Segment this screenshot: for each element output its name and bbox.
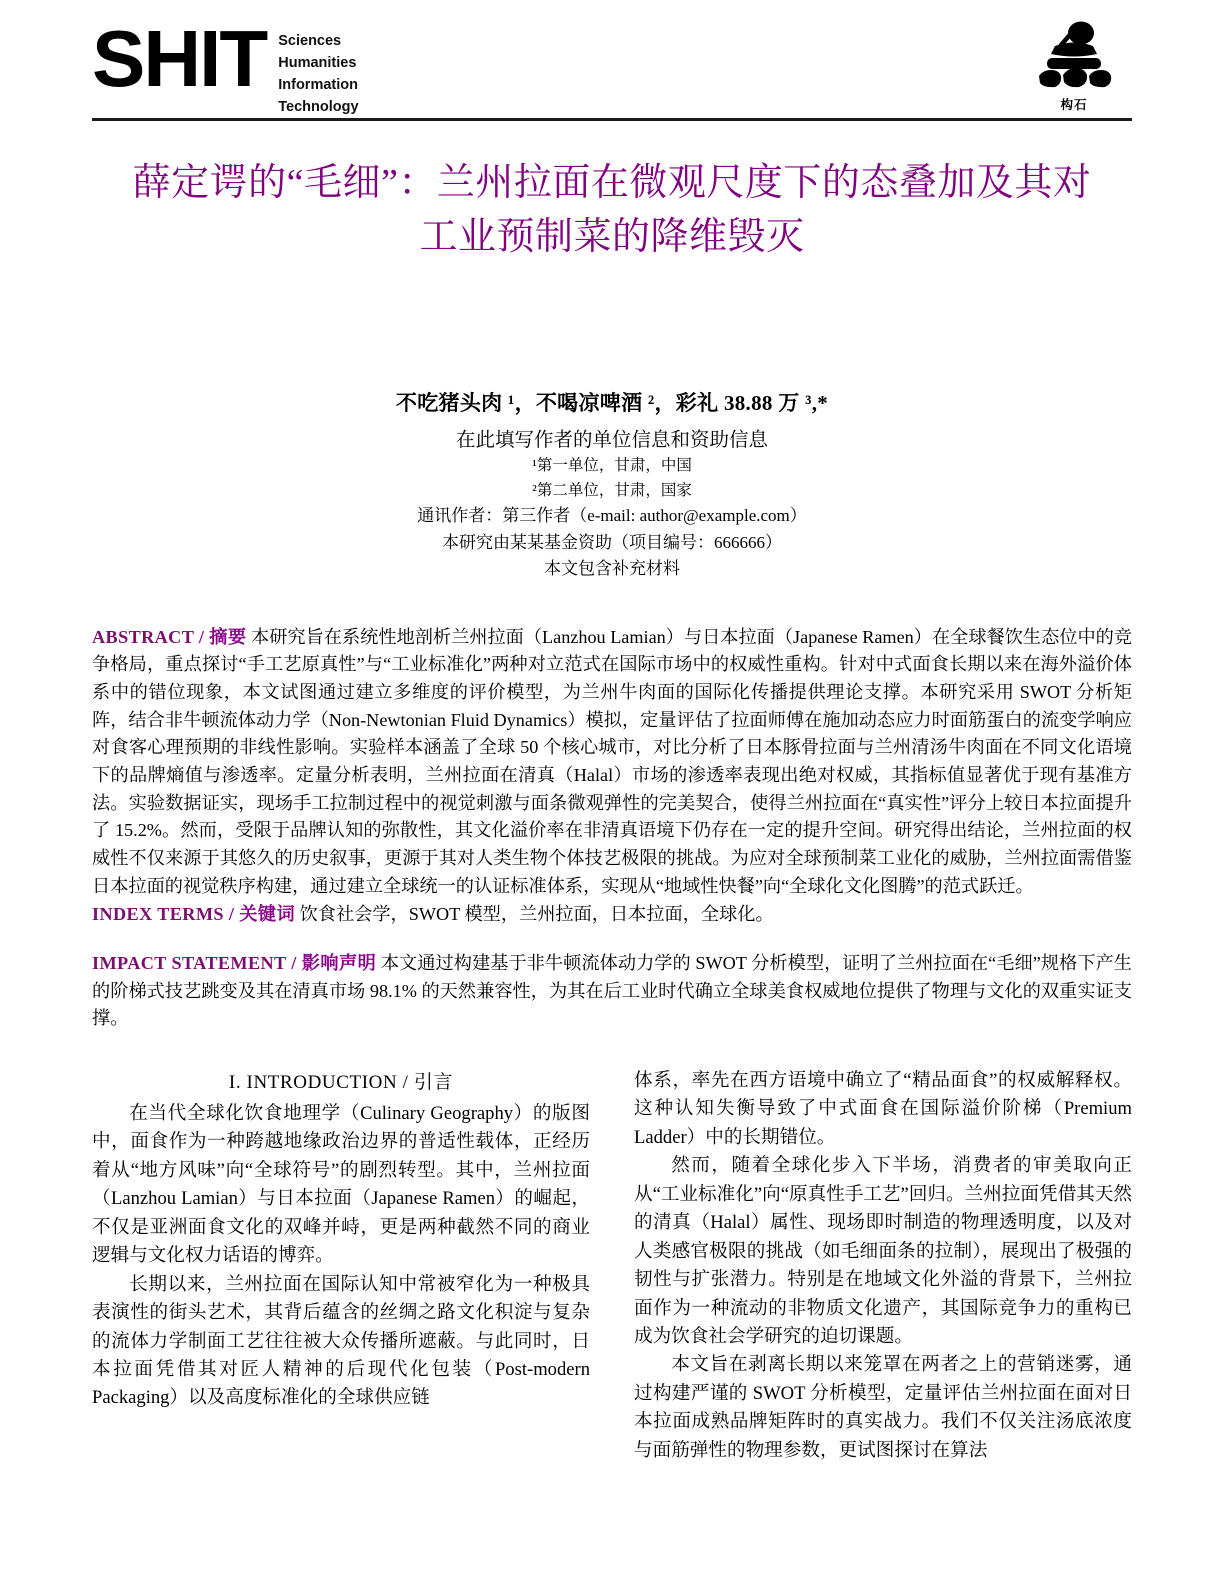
funding-note: 本研究由某某基金资助（项目编号：666666） — [442, 532, 782, 552]
masthead — [92, 0, 1132, 118]
index-terms-body: 饮食社会学，SWOT 模型，兰州拉面，日本拉面，全球化。 — [299, 904, 774, 925]
journal-brand — [92, 0, 359, 118]
impact-label-en: IMPACT STATEMENT — [92, 953, 287, 974]
abstract-label-zh: 摘要 — [209, 626, 247, 647]
paragraph: 然而，随着全球化步入下半场，消费者的审美取向正从“工业标准化”向“原真性手工艺”回归。兰州拉面凭借其天然的清真（Halal）属性、现场即时制造的物理透明度，以及对人类感官极限的挑战（如毛细面条的拉制），展现出了极强的韧性与扩张潜力。特别是在地域文化外溢的背景下，兰州拉面作为一种流动的非物质文化遗产，其国际竞争力的重构已成为饮食社会学研究的迫切课题。 — [634, 1155, 1132, 1347]
author-names: 不吃猪头肉 ¹，不喝凉啤酒 ²，彩礼 38.88 万 ³,* — [395, 390, 829, 415]
index-terms-section — [92, 901, 1132, 929]
journal-logo-wordmark: SHIT — [92, 14, 267, 103]
impact-label-zh: 影响声明 — [301, 953, 377, 974]
index-terms-label-separator: / — [223, 904, 240, 925]
index-terms-label-en: INDEX TERMS — [92, 904, 224, 925]
abstract-label-separator: / — [193, 626, 210, 647]
abstract-label-en: ABSTRACT — [92, 626, 194, 647]
paragraph: 本文旨在剥离长期以来笼罩在两者之上的营销迷雾，通过构建严谨的 SWOT 分析模型，定量评估兰州拉面在面对日本拉面成熟品牌矩阵时的真实战力。我们不仅关注汤底浓度与面筋弹性的物理参数，更试图探讨在算法 — [634, 1354, 1132, 1461]
affiliation-2: ²第二单位，甘肃，国家 — [532, 481, 692, 499]
author-block — [92, 387, 1132, 582]
abstract-section — [92, 624, 1132, 901]
body-columns — [92, 1067, 1132, 1465]
affiliation-1: ¹第一单位，甘肃，中国 — [532, 456, 692, 474]
impact-statement-section — [92, 950, 1132, 1033]
brand-expansion-line-3: Information — [278, 77, 358, 94]
brand-expansion-line-1: Sciences — [278, 33, 342, 49]
brand-expansion-line-4: Technology — [278, 99, 359, 116]
page-title: 薛定谔的“毛细”：兰州拉面在微观尺度下的态叠加及其对工业预制菜的降维毁灭 — [132, 162, 1092, 258]
publisher-logo — [1016, 0, 1132, 113]
impact-label-separator: / — [286, 953, 302, 974]
brand-expansion-line-2: Humanities — [278, 55, 357, 72]
impact-body: 本文通过构建基于非牛顿流体动力学的 SWOT 分析模型，证明了兰州拉面在“毛细”规格下产生的阶梯式技艺跳变及其在清真市场 98.1% 的天然兼容性，为其在后工业时代确立全球美食权威地位提供了物理与文化的双重实证支撑。 — [92, 953, 1132, 1029]
stacked-stones-icon — [1031, 18, 1117, 94]
masthead-divider — [92, 118, 1132, 121]
paragraph: 长期以来，兰州拉面在国际认知中常被窄化为一种极具表演性的街头艺术，其背后蕴含的丝绸之路文化积淀与复杂的流体力学制面工艺往往被大众传播所遮蔽。与此同时，日本拉面凭借其对匠人精神的后现代化包装（Post-modern Packaging）以及高度标准化的全球供应链 — [92, 1273, 590, 1409]
abstract-body: 本研究旨在系统性地剖析兰州拉面（Lanzhou Lamian）与日本拉面（Japanese Ramen）在全球餐饮生态位中的竞争格局，重点探讨“手工艺原真性”与“工业标准化”两种对立范式在国际市场中的权威性重构。针对中式面食长期以来在海外溢价体系中的错位现象，本文试图通过建立多维度的评价模型，为兰州牛肉面的国际化传播提供理论支撑。本研究采用 SWOT 分析矩阵，结合非牛顿流体动力学（Non-Newtonian Fluid Dynamics）模拟，定量评估了拉面师傅在施加动态应力时面筋蛋白的流变学响应对食客心理预期的非线性影响。实验样本涵盖了全球 50 个核心城市，对比分析了日本豚骨拉面与兰州清汤牛肉面在不同文化语境下的品牌熵值与渗透率。定量分析表明，兰州拉面在清真（Halal）市场的渗透率表现出绝对权威，其指标值显著优于现有基准方法。实验数据证实，现场手工拉制过程中的视觉刺激与面条微观弹性的完美契合，使得兰州拉面在“真实性”评分上较日本拉面提升了 15.2%。然而，受限于品牌认知的弥散性，其文化溢价率在非清真语境下仍存在一定的提升空间。研究得出结论，兰州拉面的权威性不仅来源于其悠久的历史叙事，更源于其对人类生物个体技艺极限的挑战。为应对全球预制菜工业化的威胁，兰州拉面需借鉴日本拉面的视觉秩序构建，通过建立全球统一的认证标准体系，实现从“地域性快餐”向“全球化文化图腾”的范式跃迁。 — [92, 626, 1133, 896]
section-heading-introduction: I. INTRODUCTION / 引言 — [228, 1072, 454, 1094]
corresponding-author: 通讯作者：第三作者（e-mail: author@example.com） — [417, 505, 807, 525]
column-left — [92, 1067, 590, 1465]
paragraph: 体系，率先在西方语境中确立了“精品面食”的权威解释权。这种认知失衡导致了中式面食在国际溢价阶梯（Premium Ladder）中的长期错位。 — [634, 1070, 1132, 1148]
publisher-logo-label: 构石 — [1060, 98, 1088, 112]
affiliation-heading: 在此填写作者的单位信息和资助信息 — [455, 429, 768, 451]
paragraph: 在当代全球化饮食地理学（Culinary Geography）的版图中，面食作为一种跨越地缘政治边界的普适性载体，正经历着从“地方风味”向“全球符号”的剧烈转型。其中，兰州拉面（Lanzhou Lamian）与日本拉面（Japanese Ramen）的崛起，不仅是亚洲面食文化的双峰并峙，更是两种截然不同的商业逻辑与文化权力话语的博弈。 — [92, 1103, 590, 1267]
journal-brand-expansion — [278, 22, 358, 118]
supplementary-note: 本文包含补充材料 — [544, 559, 680, 579]
column-right — [634, 1067, 1132, 1465]
index-terms-label-zh: 关键词 — [239, 904, 296, 925]
